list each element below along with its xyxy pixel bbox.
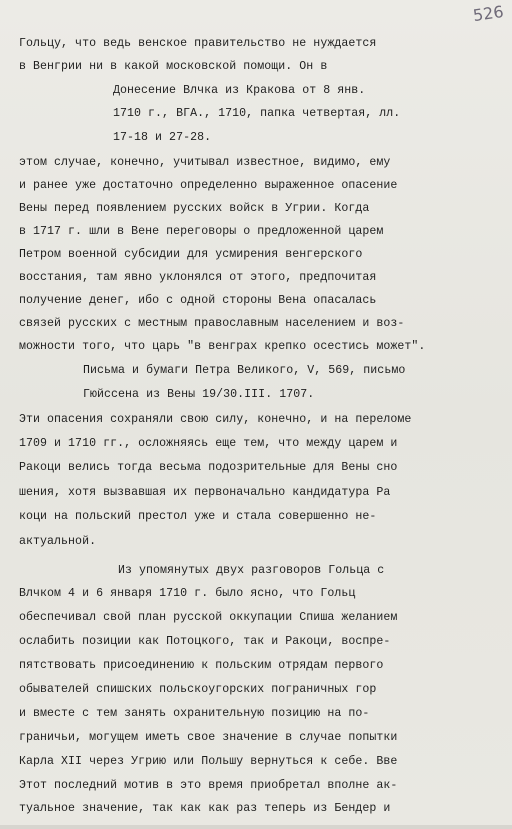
text-line: Этот последний мотив в это время приобретал вполне ак- [19,779,398,792]
footnote-line: Гюйссена из Вены 19/30.III. 1707. [83,388,315,401]
text-line: и ранее уже достаточно определенно выраженное опасение [19,179,398,192]
text-line: восстания, там явно уклонялся от этого, предпочитая [19,271,377,284]
folio-number: 526 [472,1,506,26]
text-line: Петром военной субсидии для усмирения венгерского [19,248,363,261]
text-line: этом случае, конечно, учитывал известное, видимо, ему [19,156,391,169]
text-line: Из упомянутых двух разговоров Гольца с [118,564,385,577]
page-edge [0,825,512,829]
footnote-line: 1710 г., ВГА., 1710, папка четвертая, лл. [113,107,401,120]
text-line: Ракоци велись тогда весьма подозрительные для Вены сно [19,461,398,474]
footnote-line: 17-18 и 27-28. [113,131,212,144]
text-line: Вены перед появлением русских войск в Угрии. Когда [19,202,370,215]
text-line: туальное значение, так как как раз теперь из Бендер и [19,802,391,815]
text-line: 1709 и 1710 гг., осложняясь еще тем, что между царем и [19,437,398,450]
text-line: Гольцу, что ведь венское правительство не нуждается [19,37,377,50]
footnote-line: Донесение Влчка из Кракова от 8 янв. [113,84,366,97]
text-line: ослабить позиции как Потоцкого, так и Ракоци, воспре- [19,635,391,648]
text-line: связей русских с местным православным населением и воз- [19,317,405,330]
text-line: в 1717 г. шли в Вене переговоры о предложенной царем [19,225,384,238]
text-line: пятствовать присоединению к польским отрядам первого [19,659,384,672]
text-line: граничьи, могущем иметь свое значение в случае попытки [19,731,398,744]
text-line: в Венгрии ни в какой московской помощи. Он в [19,60,328,73]
text-line: можности того, что царь "в венграх крепко осестись может". [19,340,426,353]
text-line: шения, хотя вызвавшая их первоначально кандидатура Ра [19,486,391,499]
text-line: Карла XII через Угрию или Польшу вернуться к себе. Вве [19,755,398,768]
footnote-line: Письма и бумаги Петра Великого, V, 569, письмо [83,364,406,377]
text-line: Влчком 4 и 6 января 1710 г. было ясно, что Гольц [19,587,356,600]
text-line: обеспечивал свой план русской оккупации Спиша желанием [19,611,398,624]
text-line: обывателей спишских польскоугорских пограничных гор [19,683,377,696]
text-line: коци на польский престол уже и стала совершенно не- [19,510,377,523]
text-line: актуальной. [19,535,97,548]
text-line: получение денег, ибо с одной стороны Вена опасалась [19,294,377,307]
text-line: и вместе с тем занять охранительную позицию на по- [19,707,370,720]
text-line: Эти опасения сохраняли свою силу, конечно, и на переломе [19,413,412,426]
